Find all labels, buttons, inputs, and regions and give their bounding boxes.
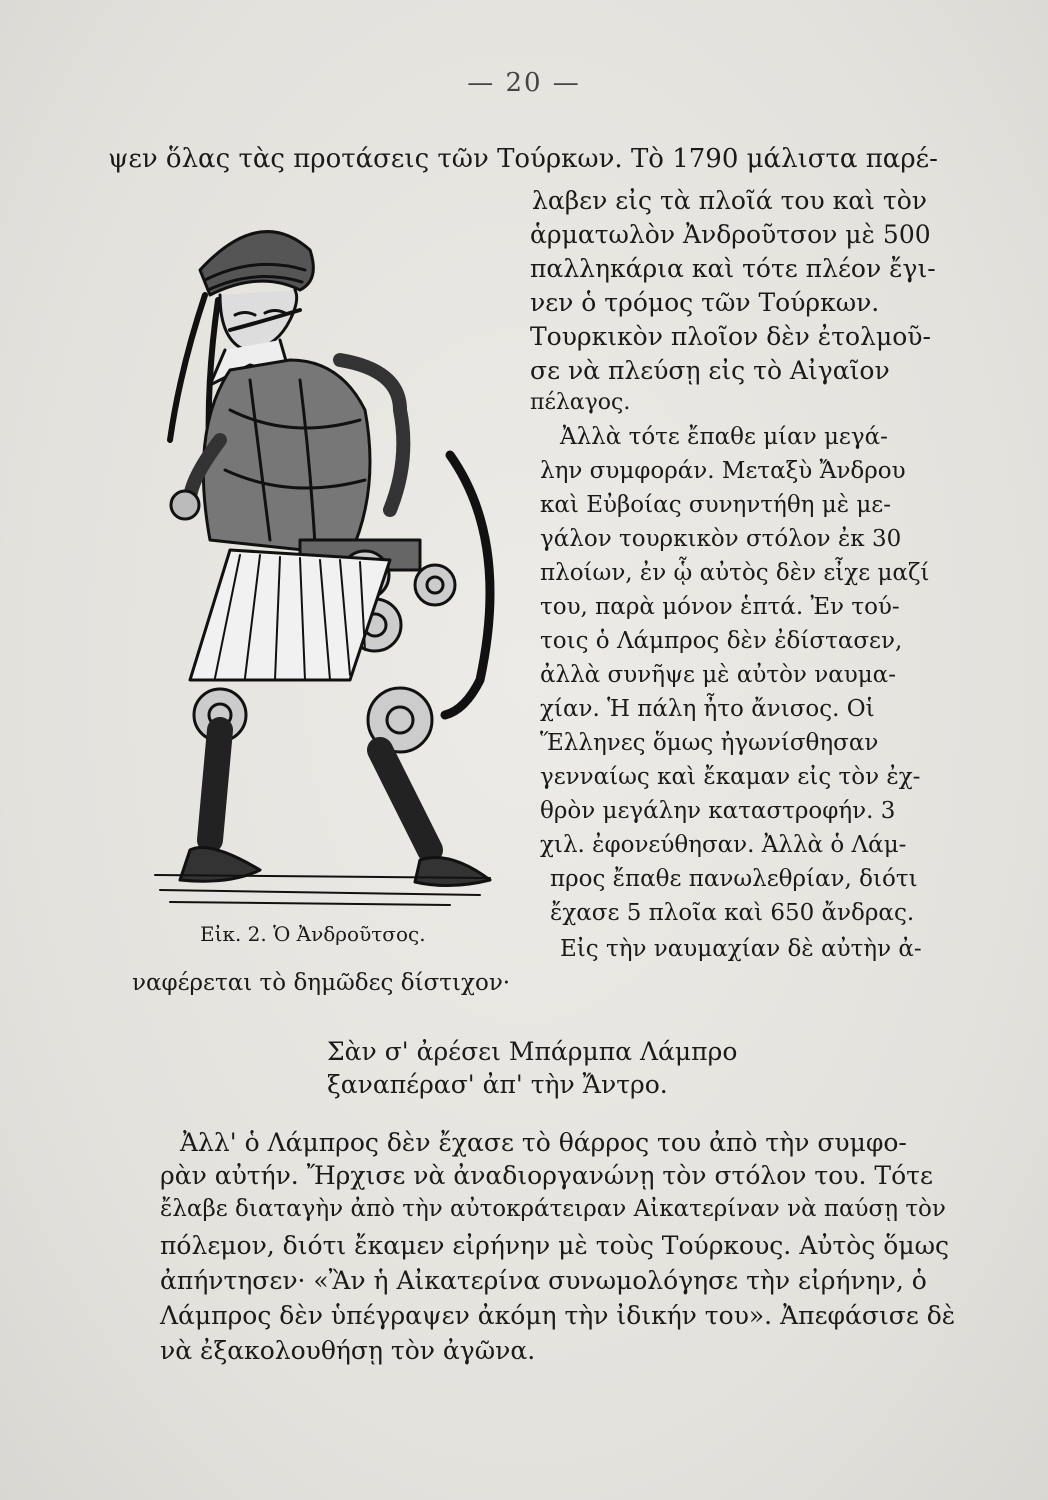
- text-line: πλοίων, ἐν ᾧ αὐτὸς δὲν εἶχε μαζί: [540, 560, 930, 586]
- verse-line: Σὰν σ' ἀρέσει Μπάρμπα Λάμπρο: [327, 1037, 738, 1066]
- text-line: του, παρὰ μόνον ἑπτά. Ἐν τού-: [540, 594, 900, 620]
- text-line: ψεν ὅλας τὰς προτάσεις τῶν Τούρκων. Τὸ 1790 μάλιστα παρέ-: [108, 144, 938, 174]
- text-line: Ἀλλὰ τότε ἔπαθε μίαν μεγά-: [560, 424, 888, 450]
- text-line: χιλ. ἐφονεύθησαν. Ἀλλὰ ὁ Λάμ-: [540, 832, 907, 858]
- text-line: νεν ὁ τρόμος τῶν Τούρκων.: [530, 288, 880, 317]
- text-line: ἔλαβε διαταγὴν ἀπὸ τὴν αὐτοκράτειραν Αἰκατερίναν νὰ παύσῃ τὸν: [160, 1196, 946, 1222]
- text-line: λην συμφοράν. Μεταξὺ Ἄνδρου: [540, 458, 906, 484]
- figure-caption: Εἰκ. 2. Ὁ Ἀνδροῦτσος.: [200, 922, 426, 946]
- text-line: καὶ Εὐβοίας συνηντήθη μὲ με-: [540, 492, 891, 518]
- text-line: Εἰς τὴν ναυμαχίαν δὲ αὐτὴν ἀ-: [560, 936, 922, 962]
- text-line: γενναίως καὶ ἔκαμαν εἰς τὸν ἐχ-: [540, 764, 921, 790]
- text-line: νὰ ἐξακολουθήσῃ τὸν ἀγῶνα.: [160, 1336, 536, 1365]
- text-line: Λάμπρος δὲν ὑπέγραψεν ἀκόμη τὴν ἰδικήν του». Ἀπεφάσισε δὲ: [160, 1301, 956, 1330]
- text-line: ἔχασε 5 πλοῖα καὶ 650 ἄνδρας.: [550, 900, 915, 926]
- verse-line: ξαναπέρασ' ἀπ' τὴν Ἄντρο.: [327, 1070, 668, 1099]
- text-line: Ἕλληνες ὅμως ἠγωνίσθησαν: [540, 730, 879, 756]
- text-line: ρὰν αὐτήν. Ἤρχισε νὰ ἀναδιοργανώνῃ τὸν στόλον του. Τότε: [160, 1161, 933, 1190]
- text-line: ἀπήντησεν· «Ἂν ἡ Αἰκατερίνα συνωμολόγησε τὴν εἰρήνην, ὁ: [160, 1266, 927, 1295]
- text-line: παλληκάρια καὶ τότε πλέον ἔγι-: [530, 254, 936, 283]
- text-line: Ἀλλ' ὁ Λάμπρος δὲν ἔχασε τὸ θάρρος του ἀπὸ τὴν συμφο-: [180, 1128, 907, 1157]
- androutsos-engraving: [150, 210, 510, 910]
- text-line: τοις ὁ Λάμπρος δὲν ἐδίστασεν,: [540, 628, 903, 654]
- text-line: λαβεν εἰς τὰ πλοῖά του καὶ τὸν: [532, 186, 927, 215]
- text-line: προς ἔπαθε πανωλεθρίαν, διότι: [550, 866, 918, 892]
- text-line: ἀλλὰ συνῆψε μὲ αὐτὸν ναυμα-: [540, 662, 896, 688]
- text-line: πόλεμον, διότι ἔκαμεν εἰρήνην μὲ τοὺς Τούρκους. Αὐτὸς ὅμως: [160, 1231, 949, 1260]
- text-line: χίαν. Ἡ πάλη ἦτο ἄνισος. Οἱ: [540, 696, 875, 722]
- text-line: ἁρματωλὸν Ἀνδροῦτσον μὲ 500: [530, 220, 931, 249]
- text-line: θρὸν μεγάλην καταστροφήν. 3: [540, 798, 896, 824]
- text-line: Τουρκικὸν πλοῖον δὲν ἐτολμοῦ-: [530, 322, 931, 351]
- text-line: πέλαγος.: [530, 390, 631, 415]
- text-line: σε νὰ πλεύσῃ εἰς τὸ Αἰγαῖον: [530, 356, 890, 385]
- text-line: γάλον τουρκικὸν στόλον ἐκ 30: [540, 526, 902, 552]
- text-line: ναφέρεται τὸ δημῶδες δίστιχον·: [132, 970, 511, 996]
- page-number: — 20 —: [467, 68, 581, 98]
